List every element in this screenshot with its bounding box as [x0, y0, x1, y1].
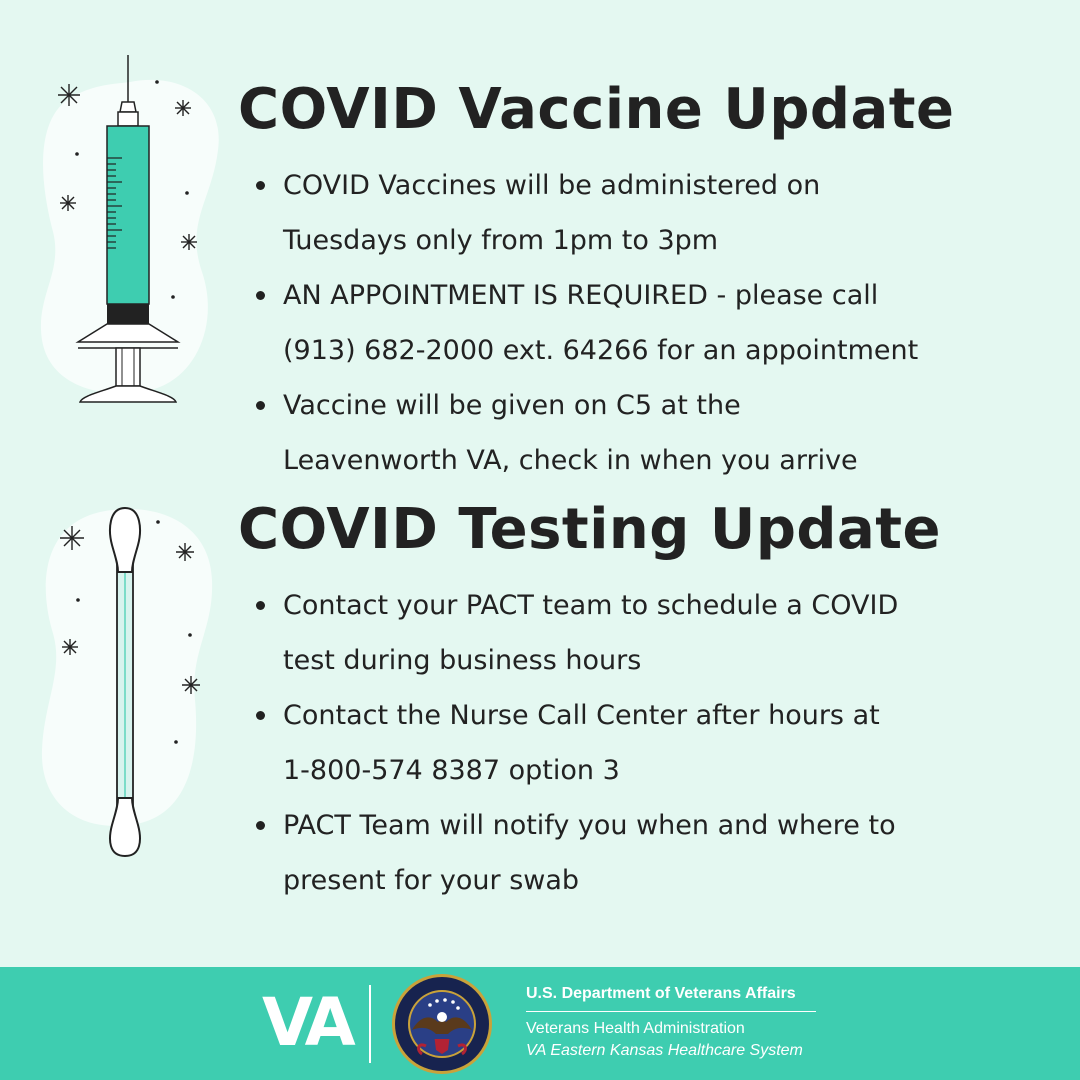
vaccine-bullet-list: [238, 158, 1058, 488]
vaccine-section: [238, 72, 1058, 488]
testing-bullet-text: Contact your PACT team to schedule a COVID test during business hours: [283, 590, 899, 676]
vaccine-bullet-text: COVID Vaccines will be administered on Tuesdays only from 1pm to 3pm: [283, 170, 821, 256]
list-item: [238, 688, 1058, 798]
testing-bullet-text: Contact the Nurse Call Center after hours at 1-800-574 8387 option 3: [283, 700, 880, 786]
bullet-dot: [256, 601, 265, 610]
department-name: U.S. Department of Veterans Affairs: [526, 985, 796, 1002]
testing-bullet-list: [238, 578, 1058, 908]
testing-bullet-text: PACT Team will notify you when and where to present for your swab: [283, 810, 896, 896]
bullet-dot: [256, 401, 265, 410]
list-item: [238, 378, 1058, 488]
syringe-icon: [30, 50, 230, 410]
list-item: [238, 158, 1058, 268]
footer-banner: [0, 967, 1080, 1080]
healthcare-system-name: VA Eastern Kansas Healthcare System: [526, 1042, 803, 1059]
va-logo: VA: [262, 984, 352, 1061]
footer-divider: [369, 985, 371, 1063]
cotton-swab-icon: [30, 500, 230, 860]
vaccine-title: COVID Vaccine Update: [238, 77, 955, 142]
testing-section: [238, 492, 1058, 908]
list-item: [238, 798, 1058, 908]
vaccine-bullet-text: Vaccine will be given on C5 at the Leavenworth VA, check in when you arrive: [283, 390, 858, 476]
bullet-dot: [256, 181, 265, 190]
bullet-dot: [256, 821, 265, 830]
list-item: [238, 578, 1058, 688]
bullet-dot: [256, 291, 265, 300]
syringe-illustration: [30, 50, 230, 414]
list-item: [238, 268, 1058, 378]
vaccine-bullet-text: AN APPOINTMENT IS REQUIRED - please call (913) 682-2000 ext. 64266 for an appointment: [283, 280, 919, 366]
swab-illustration: [30, 500, 230, 864]
bullet-dot: [256, 711, 265, 720]
va-seal-icon: [390, 972, 494, 1080]
administration-name: Veterans Health Administration: [526, 1020, 745, 1037]
testing-title: COVID Testing Update: [238, 497, 942, 562]
footer-rule: [526, 1011, 816, 1012]
